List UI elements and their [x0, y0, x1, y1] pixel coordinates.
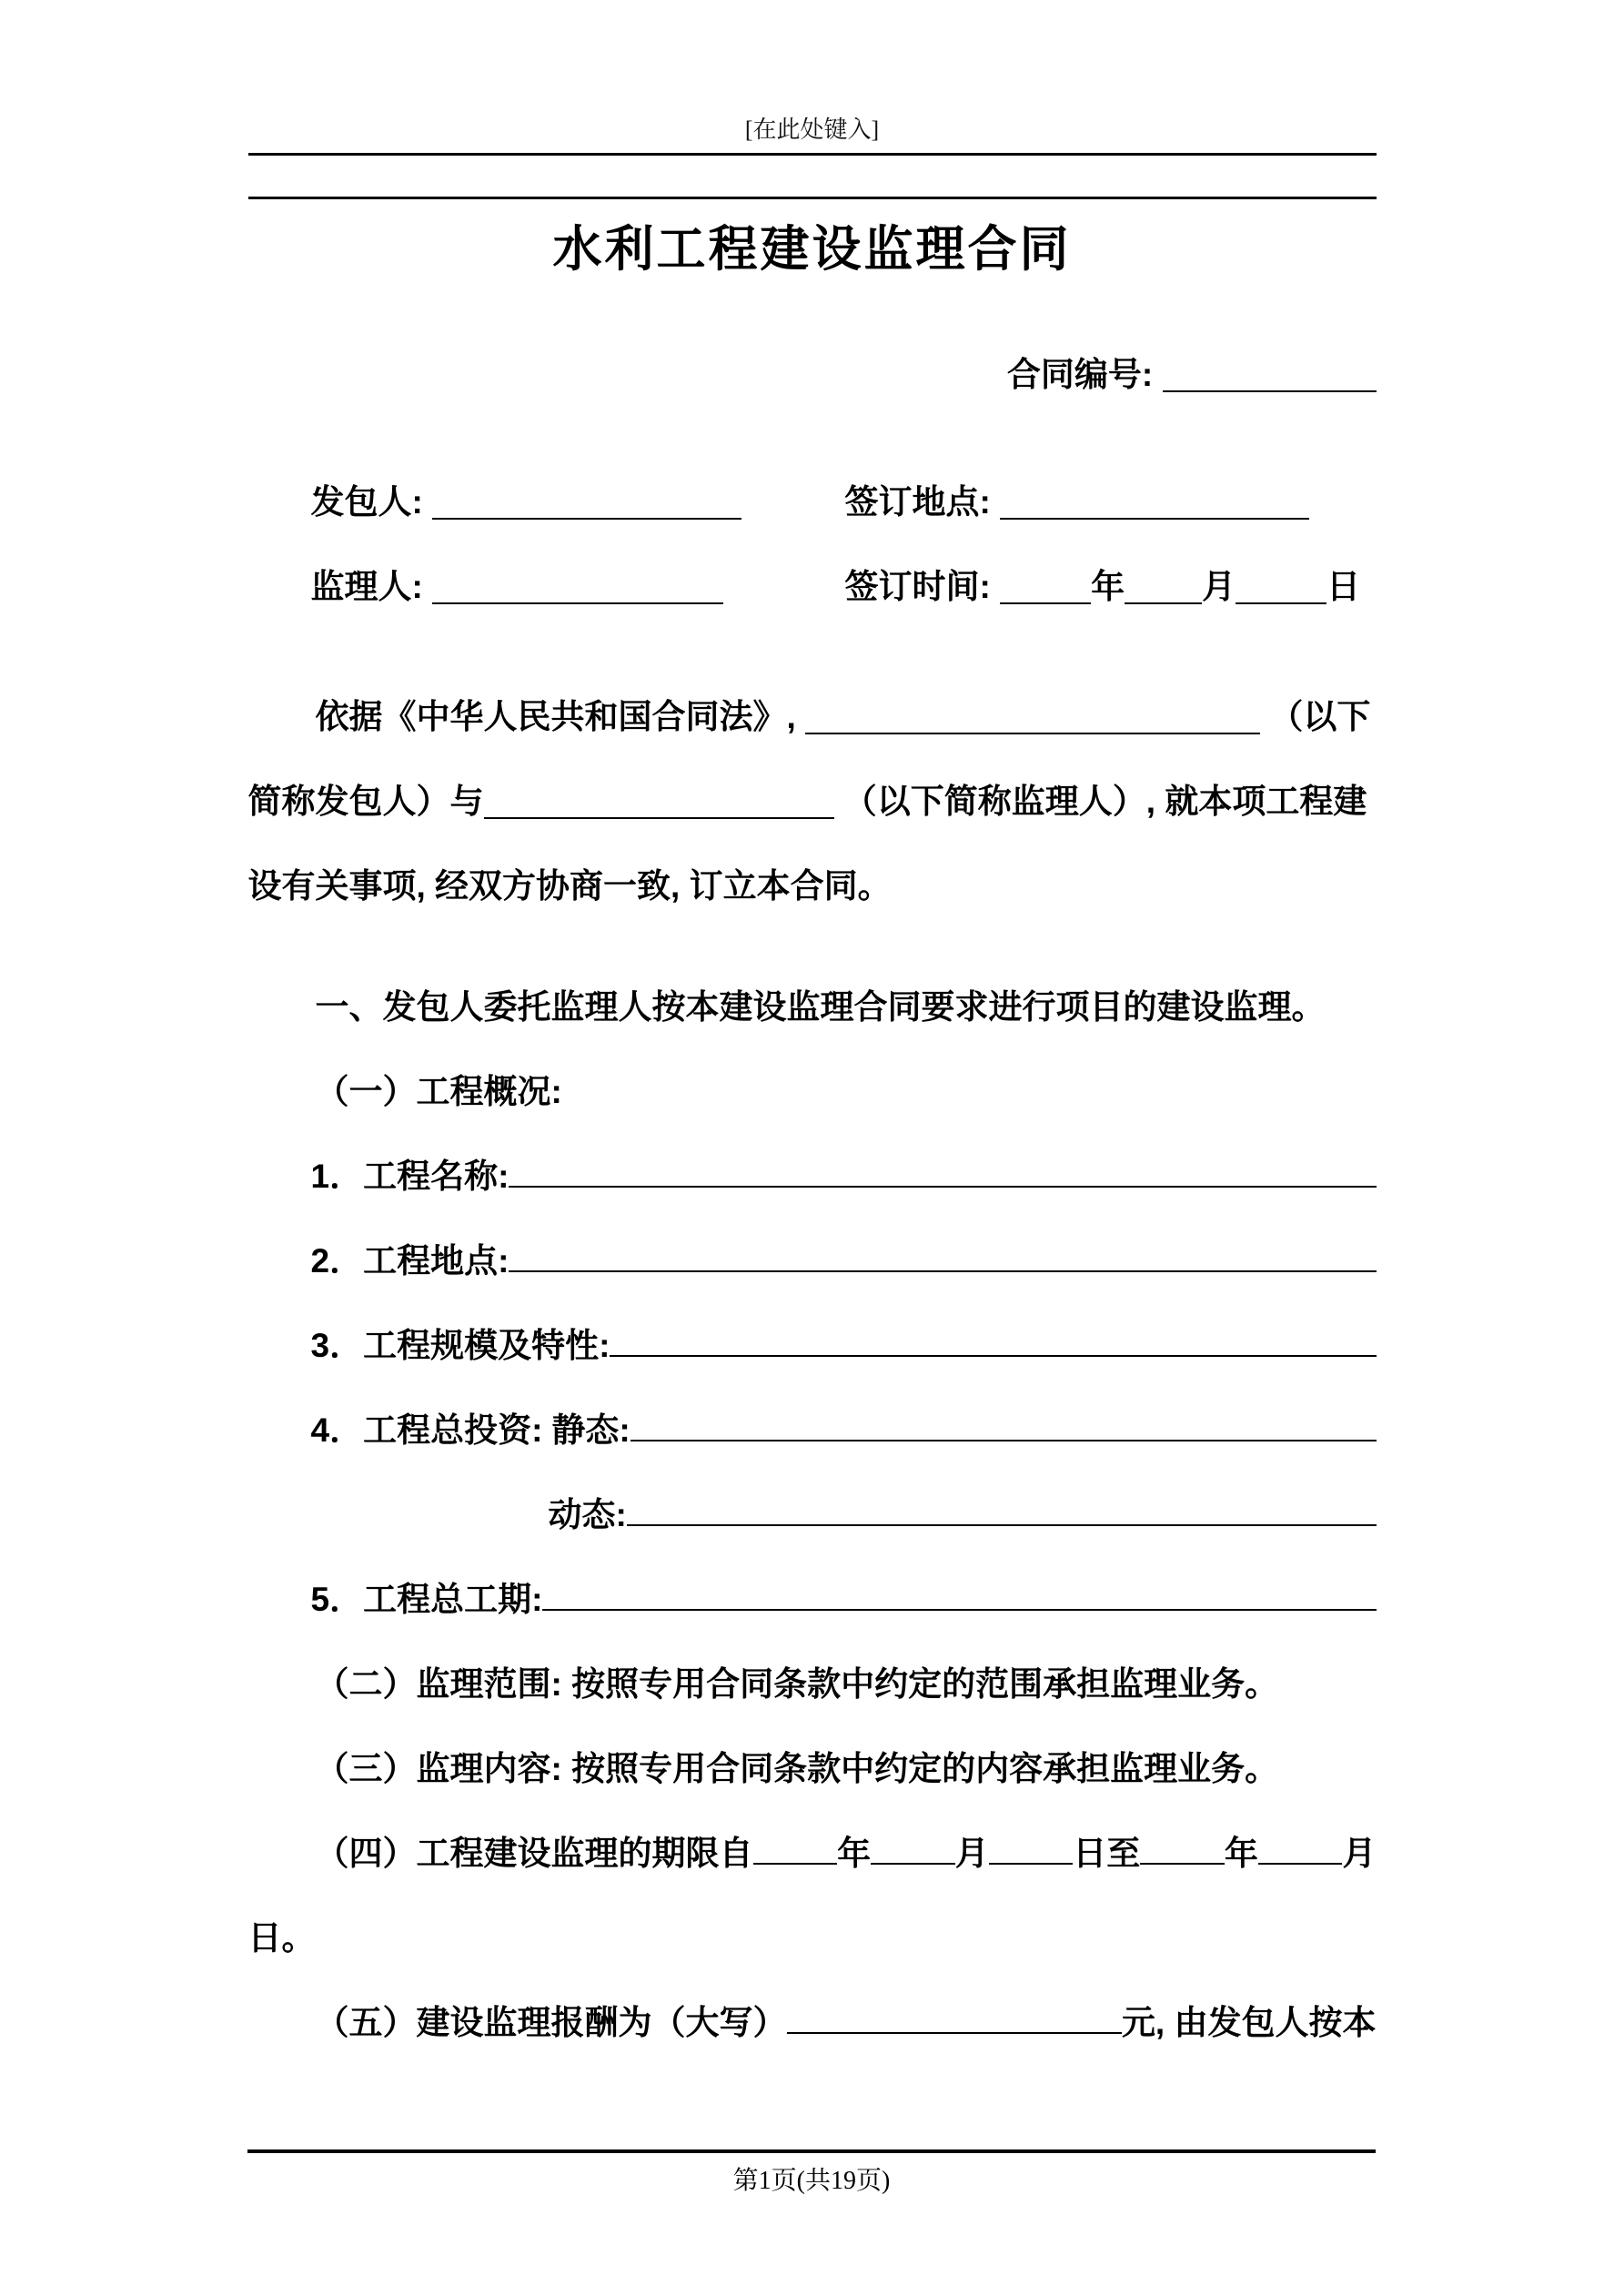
sign-day-blank[interactable]: [1236, 575, 1326, 604]
project-location-row: [248, 1219, 1377, 1303]
employer-field: [311, 460, 845, 544]
preamble-line-1: [248, 674, 1377, 759]
supervisor-label: 监理人:: [310, 568, 423, 605]
project-duration-label: 5．工程总工期:: [310, 1581, 543, 1618]
period-year1-blank[interactable]: [753, 1836, 838, 1865]
project-name-row: [248, 1134, 1377, 1219]
project-name-blank[interactable]: [509, 1158, 1376, 1188]
period-month1-blank[interactable]: [871, 1836, 955, 1865]
fee-lead: （五）建设监理报酬为（大写）: [315, 2004, 787, 2041]
project-scale-row: [248, 1303, 1377, 1388]
preamble-line-3: 设有关事项, 经双方协商一致, 订立本合同。: [247, 867, 892, 905]
preamble-line-2: [248, 759, 1377, 844]
sign-time-field: [845, 544, 1377, 629]
project-duration-row: [248, 1557, 1377, 1642]
supervisor-name-blank[interactable]: [484, 790, 834, 819]
sign-time-label: 签订时间:: [844, 568, 991, 605]
sign-day-label: 日: [1326, 568, 1361, 605]
period-month2-label: 月: [1342, 1835, 1377, 1872]
sign-month-label: 月: [1202, 568, 1236, 605]
preamble-paragraph: [248, 674, 1377, 928]
project-scale-label: 3．工程规模及特性:: [310, 1327, 610, 1364]
sign-place-blank[interactable]: [1000, 491, 1309, 520]
total-investment-label: 4．工程总投资:: [310, 1411, 543, 1449]
period-day1-blank[interactable]: [989, 1836, 1074, 1865]
period-day1-label: 日至: [1073, 1835, 1141, 1872]
total-investment-row: [248, 1388, 1377, 1472]
static-investment-blank[interactable]: [630, 1412, 1377, 1441]
dynamic-investment-row: [248, 1472, 1377, 1557]
clause-one-heading: 一、发包人委托监理人按本建设监理合同要求进行项目的建设监理。: [315, 988, 1326, 1026]
period-year1-label: 年: [837, 1835, 872, 1872]
preamble-tail-2: （以下简称监理人）, 就本项工程建: [842, 783, 1367, 820]
dynamic-investment-label: 动态:: [548, 1496, 627, 1533]
header-type-here-placeholder[interactable]: [在此处键入]: [744, 116, 880, 143]
contract-number-row: [248, 332, 1377, 417]
header-rule-top: [248, 153, 1377, 156]
period-month2-blank[interactable]: [1258, 1836, 1343, 1865]
supervisor-blank[interactable]: [432, 575, 723, 604]
contract-number-blank[interactable]: [1163, 363, 1377, 392]
header-rule-bottom: [248, 197, 1377, 199]
page-footer: [247, 2149, 1376, 2197]
period-lead: （四）工程建设监理的期限自: [315, 1835, 753, 1872]
dynamic-investment-blank[interactable]: [627, 1497, 1377, 1526]
supervision-scope: （二）监理范围: 按照专用合同条款中约定的范围承担监理业务。: [315, 1665, 1279, 1703]
party-row-supervisor: [248, 544, 1377, 629]
overview-heading: （一）工程概况:: [315, 1073, 562, 1110]
period-month1-label: 月: [954, 1835, 989, 1872]
document-title: 水利工程建设监理合同: [552, 222, 1072, 277]
supervision-fee-row: [248, 1980, 1377, 2065]
supervision-period-row: [248, 1811, 1377, 1896]
sign-year-label: 年: [1091, 568, 1125, 605]
fee-amount-blank[interactable]: [787, 2005, 1122, 2034]
preamble-tail-1: （以下: [1269, 698, 1371, 735]
employer-blank[interactable]: [432, 491, 741, 520]
page-number: 第1页(共19页): [732, 2167, 891, 2195]
project-name-label: 1．工程名称:: [310, 1158, 509, 1195]
employer-label: 发包人:: [310, 483, 423, 521]
period-tail-line: 日。: [247, 1919, 316, 1957]
sign-place-label: 签订地点:: [844, 483, 991, 521]
period-year2-blank[interactable]: [1140, 1836, 1225, 1865]
sign-place-field: [845, 460, 1377, 544]
sign-month-blank[interactable]: [1125, 575, 1202, 604]
employer-name-blank[interactable]: [805, 705, 1260, 734]
sign-year-blank[interactable]: [1000, 575, 1091, 604]
fee-tail: 元, 由发包人按本: [1121, 2004, 1377, 2041]
preamble-text-2: 简称发包人）与: [247, 783, 484, 820]
project-duration-blank[interactable]: [542, 1582, 1376, 1611]
static-investment-label: 静态:: [551, 1411, 630, 1449]
project-scale-blank[interactable]: [610, 1328, 1376, 1357]
contract-page: [248, 0, 1377, 2065]
supervisor-field: [311, 544, 845, 629]
project-location-blank[interactable]: [509, 1243, 1376, 1272]
period-year2-label: 年: [1224, 1835, 1258, 1872]
supervision-content: （三）监理内容: 按照专用合同条款中约定的内容承担监理业务。: [315, 1750, 1279, 1787]
project-location-label: 2．工程地点:: [310, 1242, 509, 1279]
party-row-employer: [248, 460, 1377, 544]
contract-number-label: 合同编号:: [1006, 356, 1154, 393]
preamble-text-1: 依据《中华人民共和国合同法》,: [315, 698, 796, 735]
